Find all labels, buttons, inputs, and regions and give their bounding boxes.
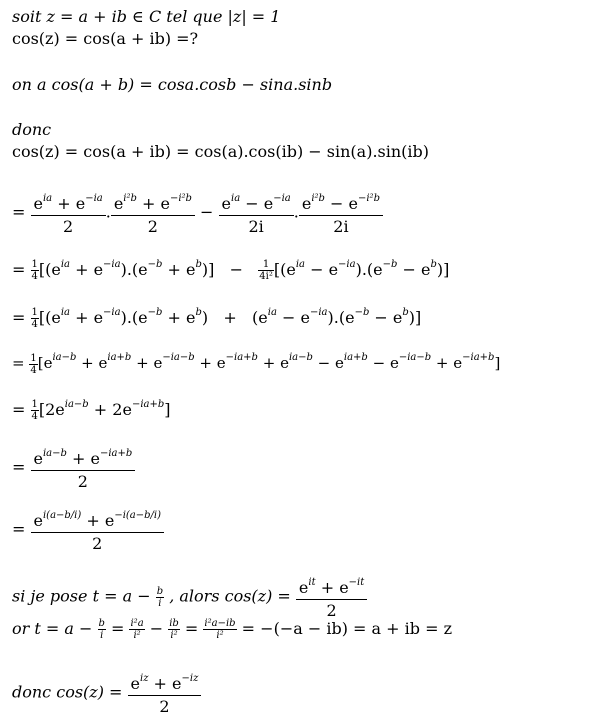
line-step-7: = $\frac{e^{i(a-b/i)} + e^{-i(a-b/i)}}{2}$ [12,505,164,555]
line-proof-t: or t = a − $\frac{b}{i}$ = $\frac{\text{i²a}}{\text{i²}}$ − $\frac{ib}{\text{i²}}$ = $\frac{\text{i²a−ib}}{\text{i²}}$ = −(−a − ib) = a + ib = z [12,618,452,641]
question-text: cos(z) = cos(a + ib) =? [12,29,199,48]
line-step-4: = $\frac{1}{4}$ $[e^{ia-b} + e^{ia+b} + e^{-ia-b} + e^{-ia+b} + e^{ia-b} - e^{ia+b} - e^{-ia-b} + e^{-ia+b}]$ [12,352,501,376]
line-formula: on a cos(a + b) = cosa.cosb − sina.sinb [12,75,333,94]
line-expansion: cos(z) = cos(a + ib) = cos(a).cos(ib) − sin(a).sin(ib) [12,142,429,161]
fraction-sin-ib: $\frac{e^{i^2b} - e^{-i^2b}}{2i}$ [299,188,383,238]
line-donc: donc [12,120,52,139]
line-question [12,30,198,48]
equals-sign: = [12,202,31,222]
line-step-1: = $\frac{e^{ia} + e^{-ia}}{2}$ . $\frac{e^{i^2b} + e^{-i^2b}}{2}$ − $\frac{e^{ia} - e^{-ia}}{2i}$ . $\frac{e^{i^2b} - e^{-i^2b}}{2i}$ [12,188,383,238]
line-step-2: = $\frac{1}{4}$ $[(e^{ia} + e^{-ia}).(e^{-b} + e^b)]$ − $\frac{1}{\text{4i²}}$ $[(e^{ia} - e^{-ia}).(e^{-b} - e^b)]$ [12,259,450,282]
line-hypothesis: soit z = a + ib ∈ C tel que |z| = 1 [12,7,281,26]
fraction-cos-ib: $\frac{e^{i^2b} + e^{-i^2b}}{2}$ [111,188,195,238]
line-substitution: si je pose t = a − $\frac{b}{i}$ , alors cos(z) = $\frac{e^{it} + e^{-it}}{2}$ [12,572,367,622]
fraction-sin-a: $\frac{e^{ia} - e^{-ia}}{2i}$ [219,188,294,238]
line-step-5: = $\frac{1}{4}$ $[2e^{ia-b} + 2e^{-ia+b}]$ [12,399,171,422]
line-step-3: = $\frac{1}{4}$ $[(e^{ia} + e^{-ia}).(e^{-b} + e^b) + (e^{ia} - e^{-ia}).(e^{-b} - e^b)]$ [12,307,422,330]
line-conclusion: donc cos(z) = $\frac{e^{iz} + e^{-iz}}{2}$ [12,668,201,718]
fraction-cos-a: $\frac{e^{ia} + e^{-ia}}{2}$ [31,188,106,238]
line-step-6: = $\frac{e^{ia-b} + e^{-ia+b}}{2}$ [12,443,135,493]
